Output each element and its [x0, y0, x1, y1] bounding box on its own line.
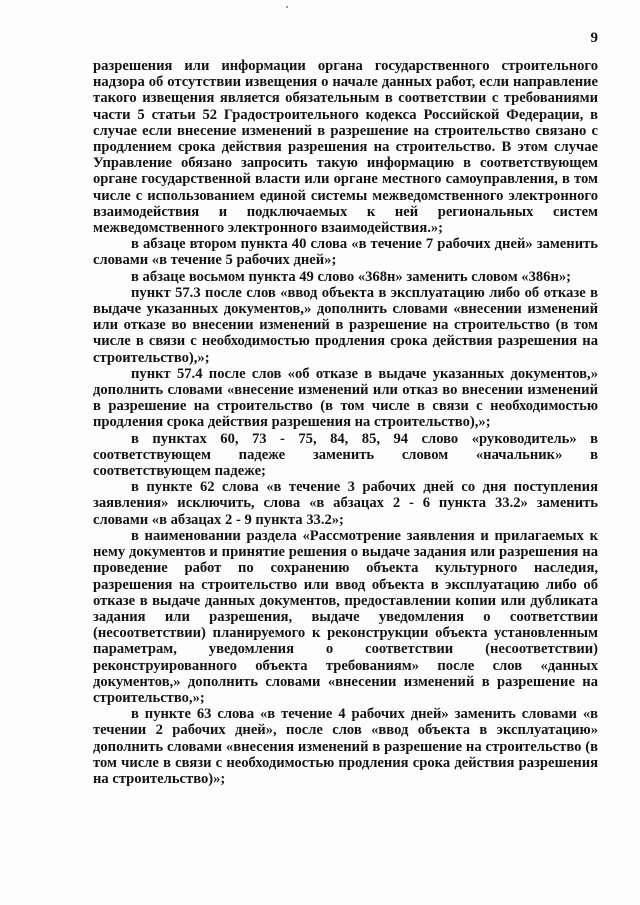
- paragraph-item-62: в пункте 62 слова «в течение 3 рабочих дней со дня поступления заявления» исключить, слова «в абзацах 2 - 6 пункта 33.2» заменить словами «в абзацах 2 - 9 пункта 33.2»;: [93, 479, 598, 528]
- paragraph-item-57-4: пункт 57.4 после слов «об отказе в выдаче указанных документов,» дополнить словами «внесение изменений или отказ во внесении изменений в разрешение на строительство (в том числе в связи с необходимостью продления срока действия разрешения на строительство),»;: [93, 365, 598, 431]
- paragraph-continuation: разрешения или информации органа государственного строительного надзора об отсутствии извещения о начале данных работ, если направление такого извещения является обязательным в соответствии с требованиями части 5 статьи 52 Градостроительного кодекса Российской Федерации, в случае если внесение изменений в разрешение на строительство связано с продлением срока действия разрешения на строительство. В этом случае Управление обязано запросить такую информацию в соответствующем органе государственной власти или органе местного самоуправления, в том числе с использованием единой системы межведомственного электронного взаимодействия и подключаемых к ней региональных систем межведомственного электронного взаимодействия.»;: [93, 58, 598, 237]
- paragraph-item-63: в пункте 63 слова «в течение 4 рабочих дней» заменить словами «в течении 2 рабочих дней», после слов «ввод объекта в эксплуатацию» дополнить словами «внесения изменений в разрешение на строительство (в том числе в связи с необходимостью продления срока действия разрешения на строительство)»;: [93, 706, 598, 787]
- paragraph-item-49: в абзаце восьмом пункта 49 слово «368н» заменить словом «386н»;: [131, 268, 572, 285]
- scan-speck: [286, 6, 288, 8]
- paragraph-section-title: в наименовании раздела «Рассмотрение заявления и прилагаемых к нему документов и принятие решения о выдаче задания или разрешения на проведение работ по сохранению объекта культурного наследия, разрешения на строительство или ввод объекта в эксплуатацию либо об отказе в выдаче данных документов, предоставлении копии или дубликата задания или разрешения, выдаче уведомления о соответствии (несоответствии) планируемого к реконструкции объекта установленным параметрам, уведомления о соответствии (несоответствии) реконструированного объекта требованиям» после слов «данных документов,» дополнить словами «внесении изменений в разрешение на строительство,»;: [93, 527, 598, 706]
- document-body: [93, 58, 598, 787]
- paragraph-item-57-3: пункт 57.3 после слов «ввод объекта в эксплуатацию либо об отказе в выдаче указанных документов,» дополнить словами «внесении изменений или отказе во внесении изменений в разрешение на строительство (в том числе в связи с необходимостью продления срока действия разрешения на строительство),»;: [93, 284, 598, 366]
- paragraph-item-40: в абзаце втором пункта 40 слова «в течение 7 рабочих дней» заменить словами «в течение 5 рабочих дней»;: [93, 236, 598, 269]
- paragraph-items-60-94: в пунктах 60, 73 - 75, 84, 85, 94 слово «руководитель» в соответствующем падеже заменить словом «начальник» в соответствующем падеже;: [93, 430, 598, 480]
- page-number: 9: [590, 30, 598, 46]
